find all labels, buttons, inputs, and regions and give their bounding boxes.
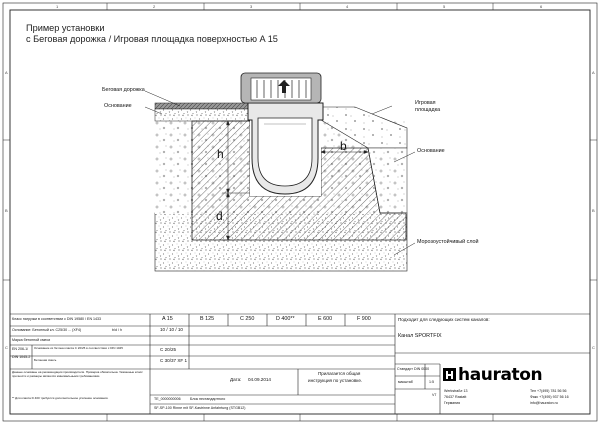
norm-b: DIN 1045-2 — [12, 355, 31, 359]
date-value: 04.09.2014 — [248, 377, 271, 382]
grid-col-4: 4 — [346, 4, 349, 9]
address-line2: 76437 Rastatt — [444, 395, 467, 399]
cross-section-drawing — [145, 73, 415, 271]
class-a15: A 15 — [162, 316, 173, 322]
concrete-dims: b/d / h — [112, 328, 122, 332]
grid-row-c: C — [5, 345, 8, 350]
scale-label: масштаб — [398, 380, 413, 384]
grid-row-a: A — [5, 70, 8, 75]
grid-col-5: 5 — [443, 4, 446, 9]
system-name: Канал SPORTFIX — [398, 333, 442, 339]
label-frost: Морозоустойчивый слой — [417, 239, 479, 245]
standard-label: Стандарт — [397, 367, 413, 371]
load-class-label: Класс нагрузки в соответствии с DIN 19580 / EN 1433 — [12, 317, 102, 321]
version-value: V7 — [432, 393, 437, 397]
norm-b-value: C 30/37 XF 1 — [160, 358, 188, 363]
grid-row-b-right: B — [592, 208, 595, 213]
class-c250: C 250 — [240, 316, 255, 322]
scale-value: 1:5 — [429, 380, 434, 384]
concrete-label: Основание: Бетонный кл. C25/30 ... (XF4) — [12, 328, 82, 332]
hauraton-logo-text: hauraton — [458, 365, 543, 385]
drawing-title-line2: с Беговая дорожка / Игровая площадка поверхностью A 15 — [26, 34, 278, 44]
track-surface — [155, 103, 250, 109]
note-text-2: ** Для класса D 400 требуется дополнительное усиление основания. — [12, 396, 109, 400]
grid-row-a-right: A — [592, 70, 595, 75]
dim-h: h — [217, 147, 224, 161]
drawing-title-line1: Пример установки — [26, 23, 105, 33]
company-email: info@hauraton.ru — [530, 401, 558, 405]
grid-col-6: 6 — [540, 4, 543, 9]
class-d400: D 400** — [276, 316, 295, 322]
class-b125: B 125 — [200, 316, 215, 322]
dim-d: d — [216, 209, 223, 223]
standard-value: DIN 0000 — [414, 367, 430, 371]
file-reference: SF-SP-100 Rinne mit SF-Kastrinne Anfahrtung (STGB12) — [154, 406, 246, 410]
grid-col-2: 2 — [153, 4, 156, 9]
note-text-1: Данные основаны на рекомендации производителя. Проверка обязательна. Указанные класс прочности и размеры являются минимальными требованиями. — [12, 370, 143, 378]
address-line1: Werkstraße 13 — [444, 389, 468, 393]
doc-label: Блок нестандартного — [190, 397, 226, 401]
address-line3: Германия — [444, 401, 461, 405]
grid-col-3: 3 — [250, 4, 253, 9]
label-playground-2: площадка — [415, 107, 441, 113]
norm-a-value: C 20/25 — [160, 347, 177, 352]
base-layer-left — [155, 109, 250, 121]
label-base-left: Основание — [104, 103, 132, 109]
instruction-line2: инструкция по установке. — [308, 378, 363, 383]
date-label: Дата: — [230, 377, 242, 382]
company-fax: Факс +7(495) 937 56 16 — [530, 395, 569, 399]
label-track: Беговая дорожка — [102, 87, 145, 93]
label-base-right: Основание — [417, 148, 445, 154]
dim-b: b — [340, 139, 347, 153]
label-playground-1: Игровая — [415, 100, 436, 106]
grid-row-c-right: C — [592, 345, 595, 350]
company-phone: Тел +7(495) 781 56 56 — [530, 389, 567, 393]
norm-a-text: Основание из бетона класса C 20/25 в соответствии с DIN 1045 — [34, 346, 123, 350]
grid-row-b: B — [5, 208, 8, 213]
class-f900: F 900 — [357, 316, 371, 322]
instruction-line1: Прилагается общая — [318, 371, 361, 376]
concrete-mark-label: Марка бетонной смеси — [12, 338, 51, 342]
hauraton-logo-mark — [443, 368, 456, 381]
norm-b-text: Бетонная смесь — [34, 358, 57, 362]
doc-number: TE_0000000006 — [154, 397, 181, 401]
suitable-label: Подходит для следующих систем каналов: — [398, 317, 490, 322]
class-e600: E 600 — [318, 316, 333, 322]
norm-a: EN 206-1/ — [12, 347, 29, 351]
grid-col-1: 1 — [56, 4, 59, 9]
concrete-values: 10 / 10 / 10 — [160, 327, 183, 332]
